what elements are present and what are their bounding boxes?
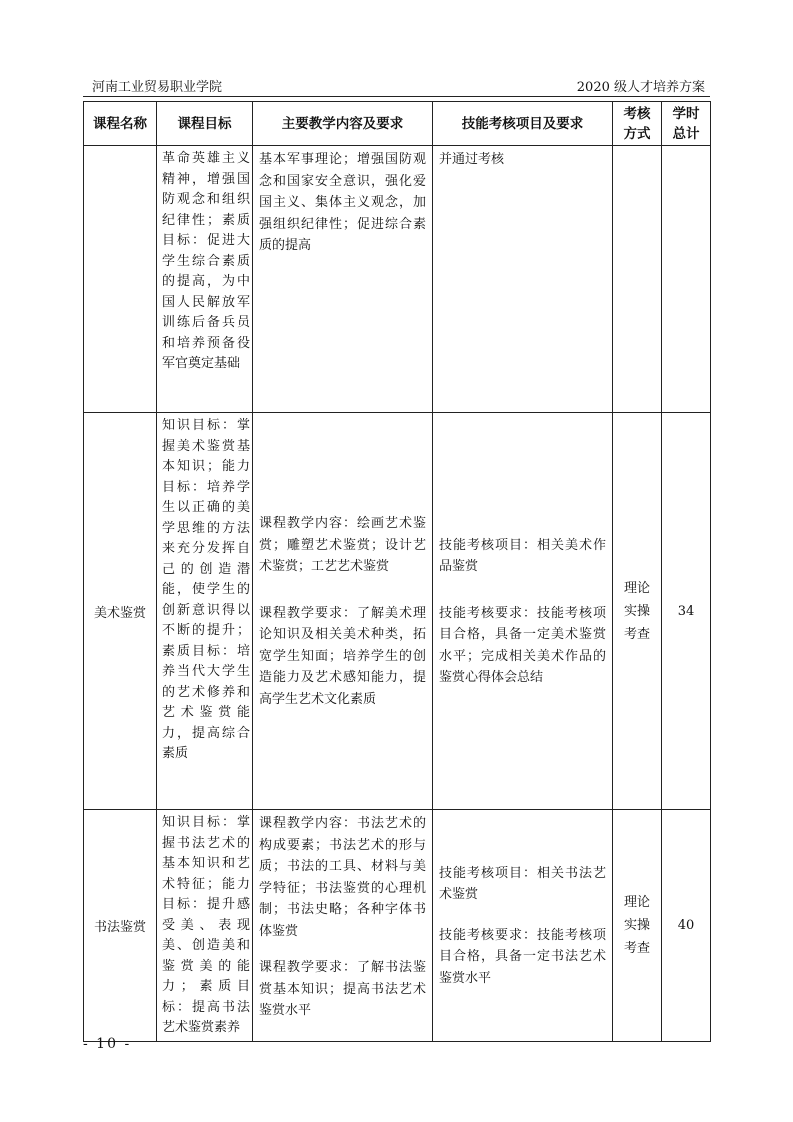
col-header-content: 主要教学内容及要求 [253,102,433,146]
col-header-assess: 考核 方式 [613,102,662,146]
course-content: 课程教学内容：书法艺术的构成要素；书法艺术的形与质；书法的工具、材料与美学特征；书法鉴赏的心理机制；书法史略；各种字体书体鉴赏 课程教学要求：了解书法鉴赏基本知识；提高书法艺术鉴赏水平 [253,810,433,1042]
table-row [84,146,711,413]
course-content: 基本军事理论；增强国防观念和国家安全意识，强化爱国主义、集体主义观念，加强组织纪律性；促进综合素质的提高 [253,146,433,413]
table-header-row [84,102,711,146]
course-skill: 技能考核项目：相关书法艺术鉴赏 技能考核要求：技能考核项目合格，具备一定书法艺术鉴赏水平 [433,810,613,1042]
table-row [84,810,711,1042]
course-goal: 革命英雄主义精神，增强国防观念和组织纪律性；素质目标：促进大学生综合素质的提高，为中国人民解放军训练后备兵员和培养预备役军官奠定基础 [157,146,253,413]
course-goal: 知识目标：掌握书法艺术的基本知识和艺术特征；能力目标：提升感受美、表现美、创造美和鉴赏美的能力；素质目标：提高书法艺术鉴赏素养 [157,810,253,1042]
course-table [83,101,711,1042]
course-hours [662,146,711,413]
course-skill: 技能考核项目：相关美术作品鉴赏 技能考核要求：技能考核项目合格，具备一定美术鉴赏水平；完成相关美术作品的鉴赏心得体会总结 [433,413,613,810]
course-goal: 知识目标：掌握美术鉴赏基本知识；能力目标：培养学生以正确的美学思维的方法来充分发挥自己的创造潜能，使学生的创新意识得以不断的提升；素质目标：培养当代大学生的艺术修养和艺术鉴赏能力，提高综合素质 [157,413,253,810]
course-assess [613,146,662,413]
course-name [84,146,157,413]
course-name: 书法鉴赏 [84,810,157,1042]
col-header-skill: 技能考核项目及要求 [433,102,613,146]
course-assess: 理论 实操 考查 [613,413,662,810]
course-content: 课程教学内容：绘画艺术鉴赏；雕塑艺术鉴赏；设计艺术鉴赏；工艺艺术鉴赏 课程教学要求：了解美术理论知识及相关美术种类，拓宽学生知面；培养学生的创造能力及艺术感知能力，提高学生艺术文化素质 [253,413,433,810]
course-name: 美术鉴赏 [84,413,157,810]
col-header-hours: 学时 总计 [662,102,711,146]
header-institution: 河南工业贸易职业学院 [92,80,223,95]
col-header-name: 课程名称 [84,102,157,146]
page-number: - 10 - [83,1036,132,1052]
course-assess: 理论 实操 考查 [613,810,662,1042]
table-row [84,413,711,810]
header-document-title: 2020 级人才培养方案 [576,80,705,95]
course-hours: 34 [662,413,711,810]
col-header-goal: 课程目标 [157,102,253,146]
header-divider [83,96,710,97]
course-hours: 40 [662,810,711,1042]
course-skill: 并通过考核 [433,146,613,413]
